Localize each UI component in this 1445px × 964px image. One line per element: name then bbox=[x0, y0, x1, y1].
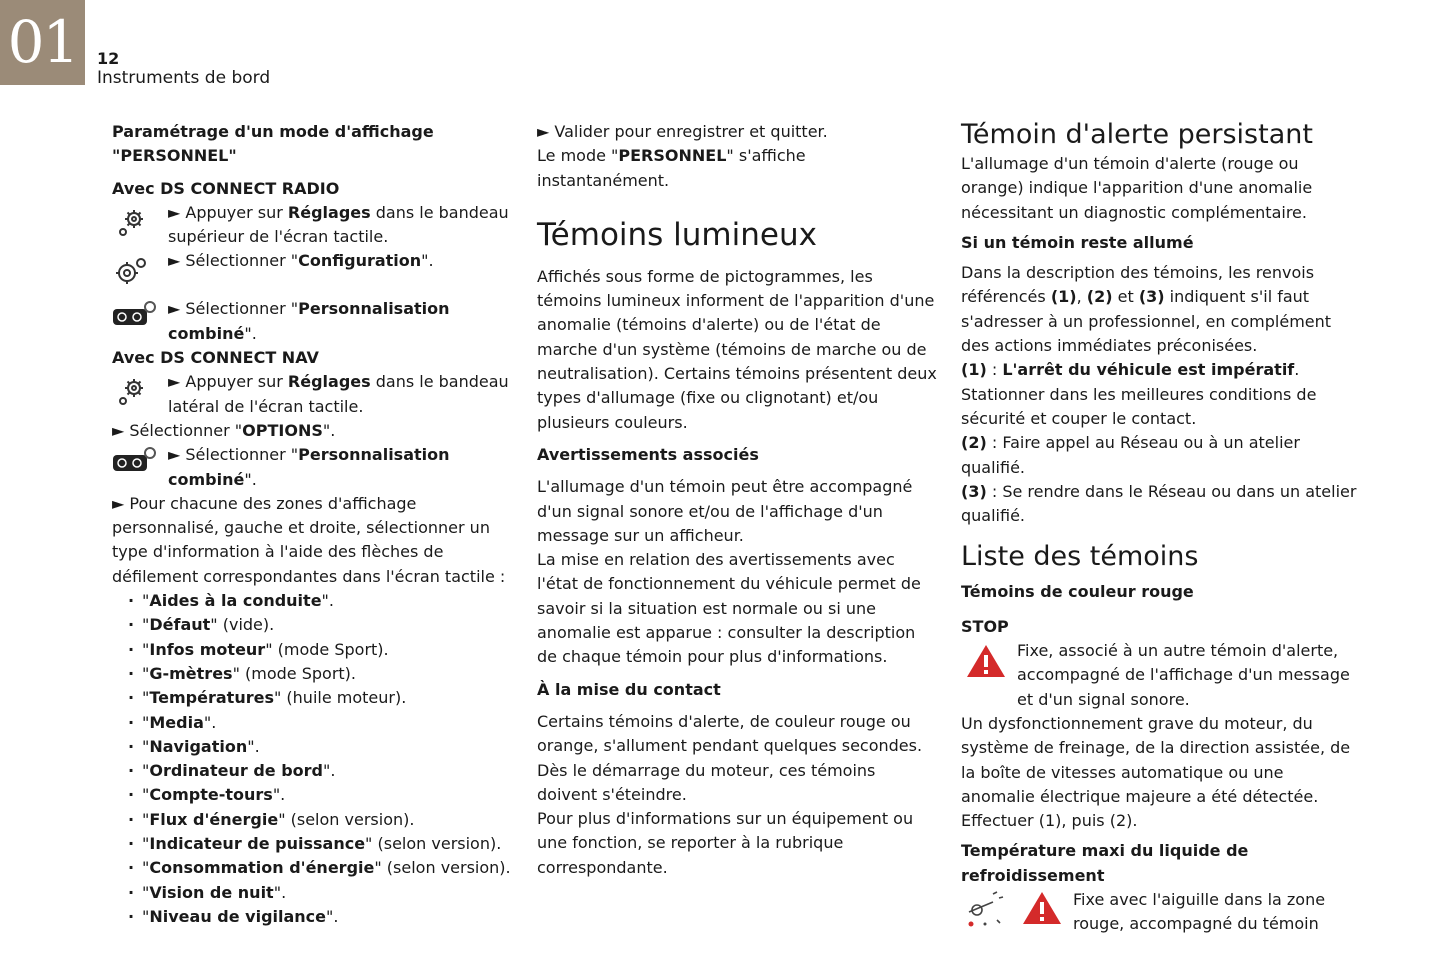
reference-1-text: Stationner dans les meilleures conditions de sécurité et couper le contact. bbox=[961, 384, 1317, 428]
page-number: 12 bbox=[97, 49, 120, 68]
chapter-number-tab: 01 bbox=[0, 0, 85, 85]
nav-step-personnalisation: ► Sélectionner "Personnalisation combiné". bbox=[112, 443, 512, 492]
contact-paragraph-2: Pour plus d'informations sur un équipement ou une fonction, se reporter à la rubrique correspondante. bbox=[537, 809, 914, 877]
display-options-list bbox=[112, 589, 512, 929]
settings-title: Paramétrage d'un mode d'affichage "PERSONNEL" bbox=[112, 122, 434, 166]
nav-heading: Avec DS CONNECT NAV bbox=[112, 348, 319, 368]
list-item: · "Consommation d'énergie" (selon version). bbox=[112, 856, 512, 880]
list-item: · "Indicateur de puissance" (selon version). bbox=[112, 832, 512, 856]
persistent-alert-heading: Témoin d'alerte persistant bbox=[961, 119, 1313, 150]
nav-step-options: ► Sélectionner "OPTIONS". bbox=[112, 420, 336, 440]
configuration-gears-icon bbox=[112, 253, 150, 289]
reference-1: (1) : L'arrêt du véhicule est impératif. bbox=[961, 360, 1300, 380]
list-heading: Liste des témoins bbox=[961, 541, 1199, 573]
radio-step-personnalisation: ► Sélectionner "Personnalisation combiné". bbox=[112, 297, 512, 346]
column-middle bbox=[537, 120, 937, 880]
coolant-heading: Température maxi du liquide de refroidissement bbox=[961, 841, 1249, 885]
list-item: · "Niveau de vigilance". bbox=[112, 905, 512, 929]
section-title: Instruments de bord bbox=[97, 68, 271, 88]
contact-paragraph-1: Certains témoins d'alerte, de couleur rouge ou orange, s'allument pendant quelques secondes. Dès le démarrage du moteur, ces témoins doivent s'éteindre. bbox=[537, 711, 923, 804]
radio-step-configuration: ► Sélectionner "Configuration". bbox=[112, 249, 512, 297]
coolant-description: Fixe avec l'aiguille dans la zone rouge, accompagné du témoin bbox=[961, 888, 1361, 937]
dashboard-custom-icon bbox=[112, 299, 158, 329]
zones-instructions: ► Pour chacune des zones d'affichage personnalisé, gauche et droite, sélectionner un type d'information à l'aide des flèches de défilement correspondantes dans l'écran tactile : bbox=[112, 493, 506, 586]
nav-step-reglages: ► Appuyer sur Réglages dans le bandeau latéral de l'écran tactile. bbox=[112, 370, 512, 419]
settings-gear-icon bbox=[112, 374, 148, 410]
list-item: · "Vision de nuit". bbox=[112, 881, 512, 905]
stop-paragraph-3: Effectuer (1), puis (2). bbox=[961, 811, 1138, 831]
list-item: · "Flux d'énergie" (selon version). bbox=[112, 808, 512, 832]
red-warnings-heading: Témoins de couleur rouge bbox=[961, 582, 1194, 602]
section-heading-temoins: Témoins lumineux bbox=[537, 216, 817, 253]
still-lit-heading: Si un témoin reste allumé bbox=[961, 232, 1194, 252]
mode-line: Le mode "PERSONNEL" s'affiche instantanément. bbox=[537, 146, 806, 190]
stop-heading: STOP bbox=[961, 616, 1009, 636]
column-right bbox=[961, 118, 1361, 937]
settings-gear-icon bbox=[112, 205, 148, 241]
warn-paragraph-2: La mise en relation des avertissements avec l'état de fonctionnement du véhicule permet de savoir si la situation est normale ou si une anomalie est apparue : consulter la description de chaque témoin pour plus d'informations. bbox=[537, 550, 921, 667]
warning-triangle-icon bbox=[965, 643, 1007, 679]
dashboard-custom-icon bbox=[112, 445, 158, 475]
persistent-alert-intro: L'allumage d'un témoin d'alerte (rouge ou orange) indique l'apparition d'une anomalie nécessitant un diagnostic complémentaire. bbox=[961, 154, 1313, 222]
coolant-temperature-icon bbox=[963, 890, 1009, 928]
radio-step-reglages: ► Appuyer sur Réglages dans le bandeau supérieur de l'écran tactile. bbox=[112, 201, 512, 250]
list-item: · "Températures" (huile moteur). bbox=[112, 686, 512, 710]
validate-step: ► Valider pour enregistrer et quitter. bbox=[537, 122, 828, 141]
list-item: · "Media". bbox=[112, 711, 512, 735]
contact-heading: À la mise du contact bbox=[537, 679, 721, 699]
reference-3: (3) : Se rendre dans le Réseau ou dans un atelier qualifié. bbox=[961, 481, 1357, 526]
list-item: · "Aides à la conduite". bbox=[112, 589, 512, 613]
list-item: · "G-mètres" (mode Sport). bbox=[112, 662, 512, 686]
reference-2: (2) : Faire appel au Réseau ou à un atelier qualifié. bbox=[961, 433, 1300, 477]
list-item: · "Défaut" (vide). bbox=[112, 613, 512, 637]
list-item: · "Infos moteur" (mode Sport). bbox=[112, 638, 512, 662]
references-text: Dans la description des témoins, les renvois référencés (1), (2) et (3) indiquent s'il faut s'adresser à un professionnel, en complément des actions immédiates préconisées. bbox=[961, 263, 1332, 356]
warn-paragraph-1: L'allumage d'un témoin peut être accompagné d'un signal sonore et/ou de l'affichage d'un message sur un afficheur. bbox=[537, 477, 913, 545]
list-item: · "Ordinateur de bord". bbox=[112, 759, 512, 783]
list-item: · "Navigation". bbox=[112, 735, 512, 759]
radio-heading: Avec DS CONNECT RADIO bbox=[112, 178, 340, 198]
warning-triangle-icon bbox=[1021, 890, 1063, 926]
list-item: · "Compte-tours". bbox=[112, 783, 512, 807]
warn-heading: Avertissements associés bbox=[537, 444, 759, 464]
stop-paragraph-2: Un dysfonctionnement grave du moteur, du système de freinage, de la direction assistée, de la boîte de vitesses automatique ou une anomalie électrique majeure a été détectée. bbox=[961, 713, 1351, 806]
stop-description: Fixe, associé à un autre témoin d'alerte, accompagné de l'affichage d'un message et d'un signal sonore. bbox=[961, 639, 1361, 712]
temoins-intro: Affichés sous forme de pictogrammes, les témoins lumineux informent de l'apparition d'une anomalie (témoins d'alerte) ou de l'état de marche d'un système (témoins de marche ou de neutralisation). Certains témoins présentent deux types d'allumage (fixe ou clignotant) et/ou plusieurs couleurs. bbox=[537, 266, 937, 432]
column-left bbox=[112, 120, 512, 929]
